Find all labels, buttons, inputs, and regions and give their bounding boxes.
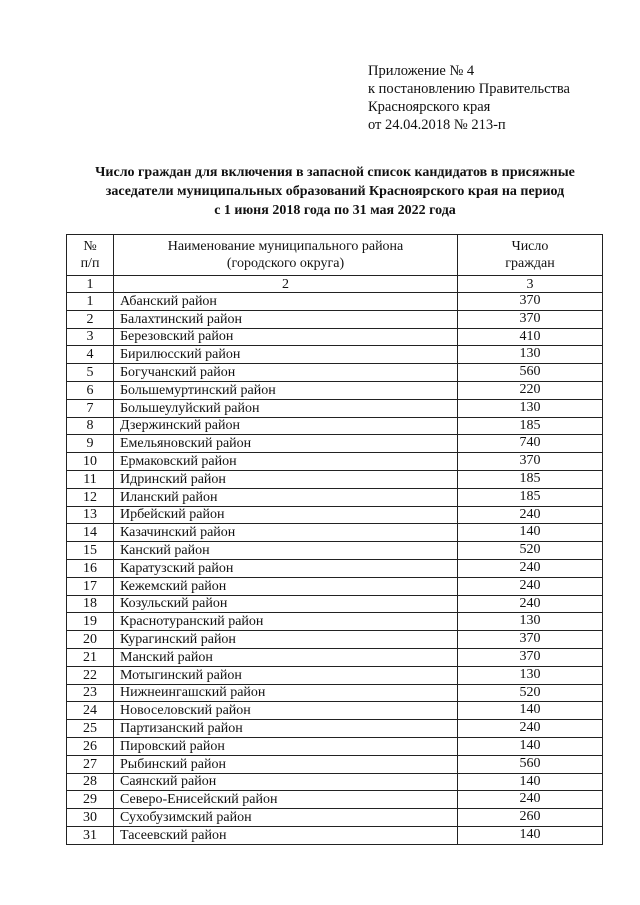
table-row <box>67 542 603 560</box>
citizens-count: 185 <box>458 488 603 506</box>
district-name: Рыбинский район <box>114 755 458 773</box>
citizens-count: 185 <box>458 470 603 488</box>
district-name: Манский район <box>114 648 458 666</box>
column-number: 3 <box>458 276 603 293</box>
table-row <box>67 809 603 827</box>
table-row <box>67 791 603 809</box>
row-number: 15 <box>67 542 114 560</box>
district-name: Партизанский район <box>114 720 458 738</box>
district-name: Бирилюсский район <box>114 346 458 364</box>
district-name: Тасеевский район <box>114 826 458 844</box>
table-row <box>67 648 603 666</box>
district-name: Новоселовский район <box>114 702 458 720</box>
district-name: Северо-Енисейский район <box>114 791 458 809</box>
table-row <box>67 293 603 311</box>
district-name: Кежемский район <box>114 577 458 595</box>
district-name: Иланский район <box>114 488 458 506</box>
row-number: 24 <box>67 702 114 720</box>
table-row <box>67 506 603 524</box>
table-row <box>67 773 603 791</box>
header-number <box>67 235 114 276</box>
header-name-line1: Наименование муниципального района <box>167 239 404 254</box>
table-row <box>67 702 603 720</box>
appendix-line: к постановлению Правительства <box>368 81 570 97</box>
row-number: 17 <box>67 577 114 595</box>
citizens-count: 370 <box>458 453 603 471</box>
table-row <box>67 381 603 399</box>
district-name: Дзержинский район <box>114 417 458 435</box>
header-name-line2: (городского округа) <box>226 256 345 271</box>
row-number: 9 <box>67 435 114 453</box>
citizens-count: 130 <box>458 666 603 684</box>
citizens-count: 220 <box>458 381 603 399</box>
table-header-row <box>67 235 603 276</box>
district-name: Ермаковский район <box>114 453 458 471</box>
citizens-count: 370 <box>458 648 603 666</box>
citizens-count: 240 <box>458 559 603 577</box>
citizens-count: 560 <box>458 755 603 773</box>
table-row <box>67 613 603 631</box>
appendix-line: Приложение № 4 <box>368 63 475 79</box>
citizens-count: 240 <box>458 791 603 809</box>
table-row <box>67 720 603 738</box>
row-number: 11 <box>67 470 114 488</box>
table-row <box>67 666 603 684</box>
row-number: 12 <box>67 488 114 506</box>
table-row <box>67 399 603 417</box>
table-row <box>67 559 603 577</box>
district-name: Емельяновский район <box>114 435 458 453</box>
table-row <box>67 684 603 702</box>
column-number: 2 <box>114 276 458 293</box>
row-number: 27 <box>67 755 114 773</box>
citizens-count: 140 <box>458 524 603 542</box>
citizens-count: 240 <box>458 506 603 524</box>
column-numbers-row <box>67 276 603 293</box>
row-number: 29 <box>67 791 114 809</box>
citizens-count: 140 <box>458 826 603 844</box>
district-name: Богучанский район <box>114 364 458 382</box>
citizens-count: 130 <box>458 613 603 631</box>
row-number: 16 <box>67 559 114 577</box>
header-count-line2: граждан <box>505 256 555 271</box>
district-name: Саянский район <box>114 773 458 791</box>
citizens-count: 520 <box>458 542 603 560</box>
table-row <box>67 595 603 613</box>
column-number: 1 <box>67 276 114 293</box>
citizens-count: 140 <box>458 702 603 720</box>
row-number: 6 <box>67 381 114 399</box>
citizens-table <box>66 234 603 845</box>
district-name: Козульский район <box>114 595 458 613</box>
table-row <box>67 453 603 471</box>
district-name: Краснотуранский район <box>114 613 458 631</box>
header-number-line2: п/п <box>80 256 100 271</box>
citizens-count: 240 <box>458 720 603 738</box>
citizens-count: 410 <box>458 328 603 346</box>
table-body <box>67 293 603 845</box>
district-name: Казачинский район <box>114 524 458 542</box>
row-number: 25 <box>67 720 114 738</box>
district-name: Нижнеингашский район <box>114 684 458 702</box>
header-count-line1: Число <box>511 239 549 254</box>
appendix-block <box>368 62 570 134</box>
table-row <box>67 631 603 649</box>
row-number: 8 <box>67 417 114 435</box>
citizens-count: 140 <box>458 737 603 755</box>
citizens-count: 240 <box>458 595 603 613</box>
row-number: 2 <box>67 310 114 328</box>
district-name: Пировский район <box>114 737 458 755</box>
row-number: 3 <box>67 328 114 346</box>
district-name: Большемуртинский район <box>114 381 458 399</box>
district-name: Идринский район <box>114 470 458 488</box>
appendix-line: от 24.04.2018 № 213-п <box>368 117 506 133</box>
district-name: Абанский район <box>114 293 458 311</box>
citizens-count: 560 <box>458 364 603 382</box>
table-row <box>67 524 603 542</box>
table-row <box>67 328 603 346</box>
row-number: 5 <box>67 364 114 382</box>
district-name: Большеулуйский район <box>114 399 458 417</box>
row-number: 22 <box>67 666 114 684</box>
row-number: 23 <box>67 684 114 702</box>
citizens-count: 740 <box>458 435 603 453</box>
district-name: Балахтинский район <box>114 310 458 328</box>
table-row <box>67 435 603 453</box>
row-number: 13 <box>67 506 114 524</box>
table-row <box>67 417 603 435</box>
district-name: Курагинский район <box>114 631 458 649</box>
table-row <box>67 755 603 773</box>
table-row <box>67 470 603 488</box>
title-line: Число граждан для включения в запасной список кандидатов в присяжные <box>95 165 575 180</box>
table-row <box>67 364 603 382</box>
citizens-count: 185 <box>458 417 603 435</box>
citizens-count: 520 <box>458 684 603 702</box>
table-row <box>67 577 603 595</box>
row-number: 21 <box>67 648 114 666</box>
citizens-count: 370 <box>458 293 603 311</box>
district-name: Канский район <box>114 542 458 560</box>
table-row <box>67 488 603 506</box>
citizens-count: 140 <box>458 773 603 791</box>
district-name: Сухобузимский район <box>114 809 458 827</box>
row-number: 10 <box>67 453 114 471</box>
row-number: 4 <box>67 346 114 364</box>
appendix-line: Красноярского края <box>368 99 491 115</box>
table-row <box>67 826 603 844</box>
row-number: 1 <box>67 293 114 311</box>
citizens-count: 130 <box>458 346 603 364</box>
row-number: 7 <box>67 399 114 417</box>
document-title <box>40 163 630 220</box>
citizens-count: 260 <box>458 809 603 827</box>
row-number: 18 <box>67 595 114 613</box>
title-line: заседатели муниципальных образований Красноярского края на период <box>105 184 565 199</box>
row-number: 30 <box>67 809 114 827</box>
title-line: с 1 июня 2018 года по 31 мая 2022 года <box>214 203 456 218</box>
row-number: 28 <box>67 773 114 791</box>
district-name: Каратузский район <box>114 559 458 577</box>
row-number: 20 <box>67 631 114 649</box>
district-name: Ирбейский район <box>114 506 458 524</box>
row-number: 14 <box>67 524 114 542</box>
citizens-count: 240 <box>458 577 603 595</box>
header-name <box>114 235 458 276</box>
header-count <box>458 235 603 276</box>
citizens-count: 370 <box>458 631 603 649</box>
row-number: 19 <box>67 613 114 631</box>
table-row <box>67 737 603 755</box>
citizens-count: 370 <box>458 310 603 328</box>
district-name: Березовский район <box>114 328 458 346</box>
table-row <box>67 346 603 364</box>
row-number: 26 <box>67 737 114 755</box>
table-row <box>67 310 603 328</box>
row-number: 31 <box>67 826 114 844</box>
header-number-line1: № <box>83 239 97 254</box>
citizens-count: 130 <box>458 399 603 417</box>
district-name: Мотыгинский район <box>114 666 458 684</box>
